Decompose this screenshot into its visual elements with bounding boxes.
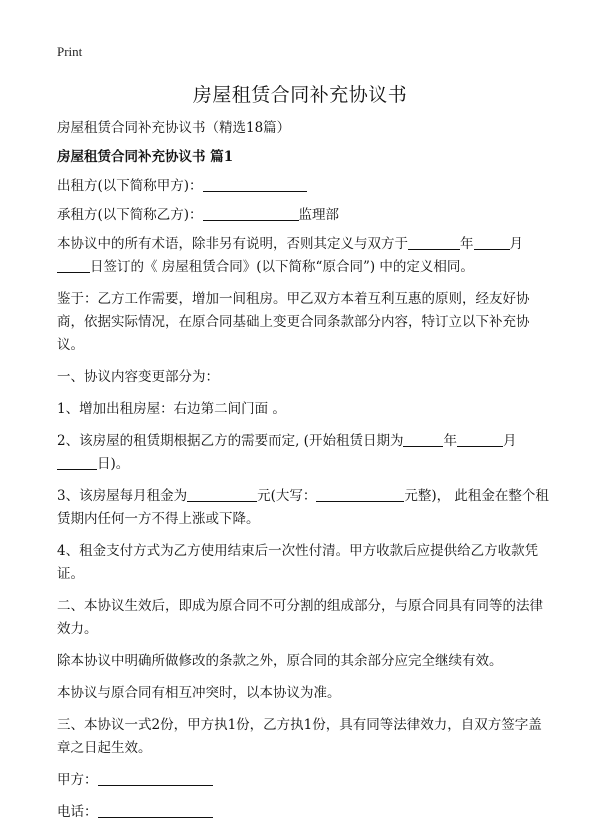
rent-amount-blank (187, 487, 257, 502)
lessee-value: 监理部 (298, 207, 340, 223)
section-three: 三、本协议一式2份，甲方执1份，乙方执1份，具有同等法律效力，自双方签字盖章之日起生效。 (57, 717, 542, 756)
item-three-tail: 元整)， 此租金在整个租赁期内任何一方不得上涨或下降。 (57, 488, 549, 527)
item-two (57, 430, 549, 476)
lessor-line (57, 175, 549, 198)
signature-party-a (57, 769, 549, 792)
definitions-tail: 日签订的《 房屋租赁合同》(以下简称“原合同”) 中的定义相同。 (90, 259, 474, 275)
item-two-text: 2、该房屋的租赁期根据乙方的需要而定, (开始租赁日期为 (57, 433, 404, 449)
start-year-blank (403, 432, 443, 447)
rent-uppercase-blank (316, 487, 404, 502)
lessor-label: 出租方(以下简称甲方)： (57, 178, 203, 194)
start-day-label: 日)。 (97, 456, 130, 472)
start-year-label: 年 (443, 433, 457, 449)
start-month-label: 月 (502, 433, 517, 449)
conflict-paragraph: 本协议与原合同有相互冲突时，以本协议为准。 (57, 685, 341, 701)
start-month-blank (457, 432, 503, 447)
document-body (57, 117, 549, 824)
document-title: 房屋租赁合同补充协议书 (192, 84, 408, 106)
month-label: 月 (509, 236, 523, 252)
item-one: 1、增加出租房屋：右边第二间门面 。 (57, 401, 286, 417)
phone-blank (98, 803, 213, 818)
except-paragraph: 除本协议中明确所做修改的条款之外，原合同的其余部分应完全继续有效。 (57, 653, 503, 669)
phone-label: 电话： (57, 804, 98, 820)
section-two: 二、本协议生效后，即成为原合同不可分割的组成部分，与原合同具有同等的法律效力。 (57, 598, 543, 637)
lessee-blank (203, 206, 299, 221)
lessor-blank (203, 177, 307, 192)
day-blank (57, 258, 90, 273)
section-heading: 房屋租赁合同补充协议书 篇1 (57, 149, 234, 165)
definitions-text: 本协议中的所有术语，除非另有说明，否则其定义与双方于 (57, 236, 408, 252)
lessee-label: 承租方(以下简称乙方)： (57, 207, 203, 223)
signature-phone (57, 801, 549, 824)
lessee-line (57, 204, 549, 227)
party-a-blank (98, 771, 213, 786)
year-label: 年 (460, 236, 474, 252)
rent-uppercase-label: 元(大写： (257, 488, 317, 504)
party-a-label: 甲方： (57, 772, 98, 788)
print-link[interactable]: Print (57, 44, 83, 59)
item-four: 4、租金支付方式为乙方使用结束后一次性付清。甲方收款后应提供给乙方收款凭证。 (57, 543, 539, 582)
item-three (57, 485, 549, 531)
whereas-paragraph: 鉴于：乙方工作需要，增加一间租房。甲乙双方本着互利互惠的原则，经友好协商，依据实际情况，在原合同基础上变更合同条款部分内容，特订立以下补充协议。 (57, 291, 530, 353)
document-subtitle: 房屋租赁合同补充协议书（精选18篇） (57, 120, 291, 136)
month-blank (474, 235, 510, 250)
section-one-heading: 一、协议内容变更部分为： (57, 369, 219, 385)
definitions-paragraph (57, 233, 549, 279)
item-three-text: 3、该房屋每月租金为 (57, 488, 188, 504)
start-day-blank (57, 455, 97, 470)
year-blank (408, 235, 460, 250)
